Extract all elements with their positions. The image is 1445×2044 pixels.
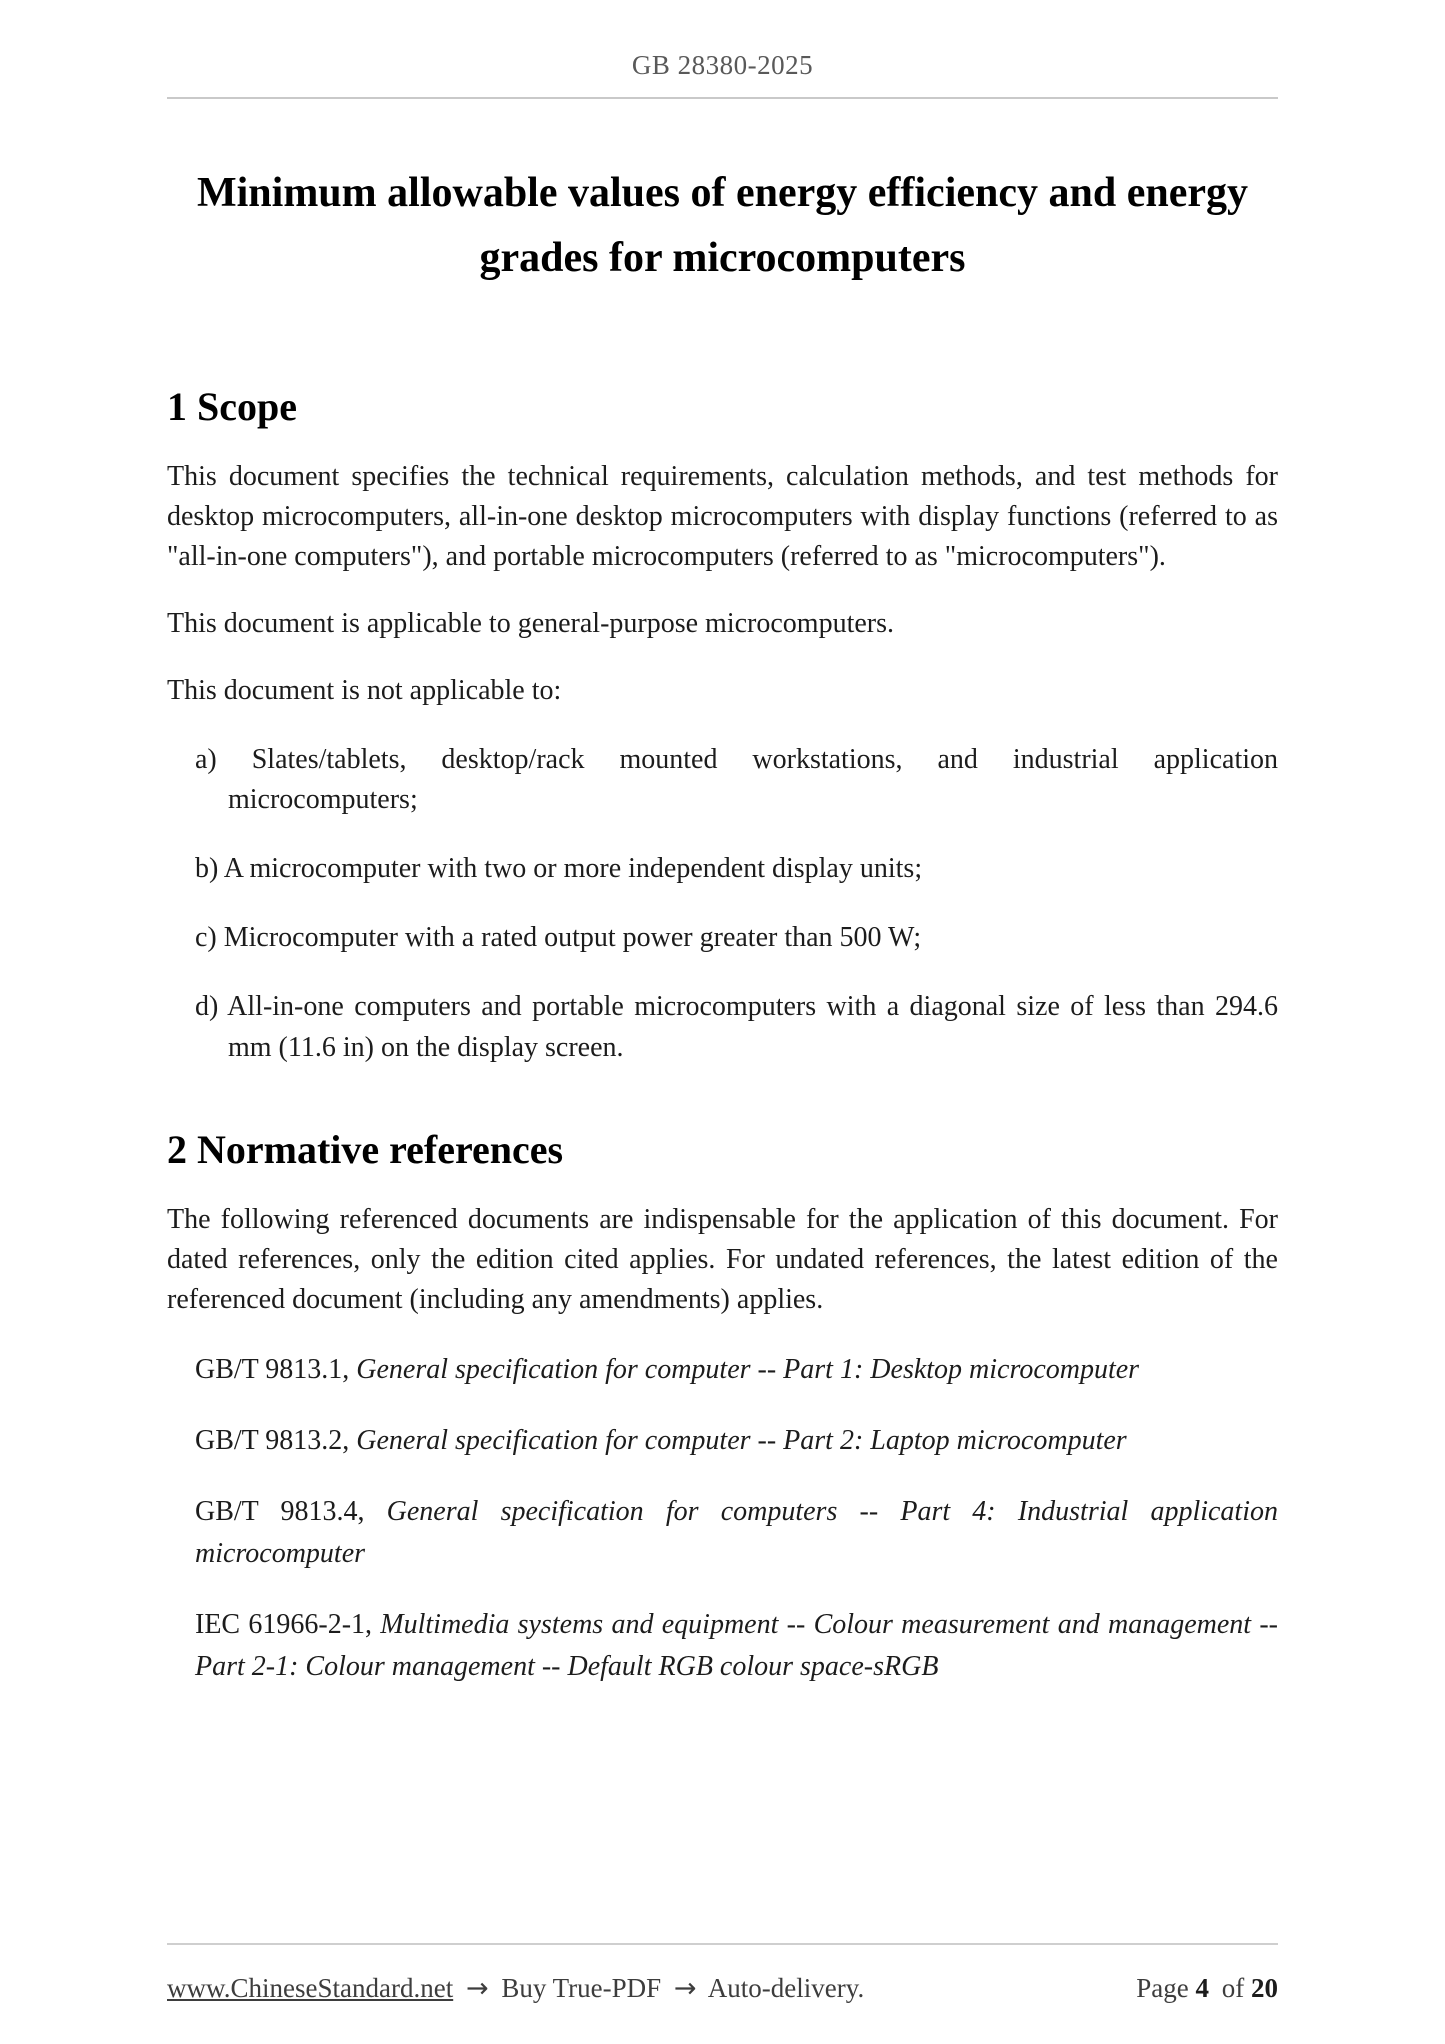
reference-item-4 (195, 1604, 1278, 1688)
references-intro-paragraph: The following referenced documents are indispensable for the application of this document. For dated references, only the edition cited applies. For undated references, the latest edition of the referenced document (including any amendments) applies. (167, 1203, 1278, 1315)
page-footer (167, 1943, 1278, 2004)
document-title-line-2: grades for microcomputers (479, 235, 966, 282)
scope-list-item-c: c) Microcomputer with a rated output power greater than 500 W; (195, 922, 922, 954)
footer-left (167, 1973, 870, 2004)
footer-buy-text: Buy True-PDF (501, 1973, 662, 2003)
document-number: GB 28380-2025 (631, 50, 814, 80)
page-number: 4 (1195, 1973, 1209, 2003)
reference-code: GB/T 9813.4, (195, 1495, 387, 1527)
document-title-line-1: Minimum allowable values of energy efficiency and energy (196, 170, 1249, 216)
reference-title: Multimedia systems and equipment -- Colour measurement and management -- Part 2-1: Colour management -- Default RGB colour space-sRGB (195, 1608, 1278, 1682)
page-word: Page (1136, 1973, 1189, 2003)
page-total: 20 (1251, 1973, 1278, 2003)
of-word: of (1221, 1973, 1245, 2003)
scope-heading: 1 Scope (167, 384, 297, 430)
reference-item-3 (195, 1491, 1278, 1575)
scope-paragraph-2: This document is applicable to general-purpose microcomputers. (167, 608, 895, 640)
page-indicator (1136, 1973, 1278, 2004)
reference-title: General specification for computer -- Part 2: Laptop microcomputer (356, 1424, 1127, 1456)
reference-code: GB/T 9813.2, (195, 1424, 357, 1456)
scope-paragraph-3: This document is not applicable to: (167, 675, 562, 707)
reference-code: IEC 61966-2-1, (195, 1608, 381, 1640)
arrow-right-icon: → (673, 1973, 697, 2004)
scope-list-item-b: b) A microcomputer with two or more independent display units; (195, 853, 923, 885)
footer-delivery-text: Auto-delivery. (707, 1973, 865, 2003)
reference-title: General specification for computer -- Part 1: Desktop microcomputer (356, 1353, 1140, 1385)
reference-title: General specification for computers -- Part 4: Industrial application microcomputer (195, 1495, 1278, 1569)
scope-list-item-a: a) Slates/tablets, desktop/rack mounted workstations, and industrial application microcomputers; (195, 744, 1278, 816)
scope-paragraph-1: This document specifies the technical requirements, calculation methods, and test methods for desktop microcomputers, all-in-one desktop microcomputers with display functions (referred to as "all-in-one computers"), and portable microcomputers (referred to as "microcomputers"). (167, 461, 1278, 573)
document-title (167, 161, 1278, 291)
normative-references-heading: 2 Normative references (167, 1126, 564, 1172)
footer-site-link[interactable]: www.ChineseStandard.net (167, 1973, 454, 2003)
reference-code: GB/T 9813.1, (195, 1353, 357, 1385)
arrow-right-icon: → (465, 1973, 489, 2004)
reference-item-2 (195, 1420, 1278, 1462)
reference-item-1 (195, 1349, 1278, 1391)
scope-list-item-d: d) All-in-one computers and portable microcomputers with a diagonal size of less than 294.6 mm (11.6 in) on the display screen. (195, 991, 1278, 1063)
header-divider (167, 97, 1278, 99)
